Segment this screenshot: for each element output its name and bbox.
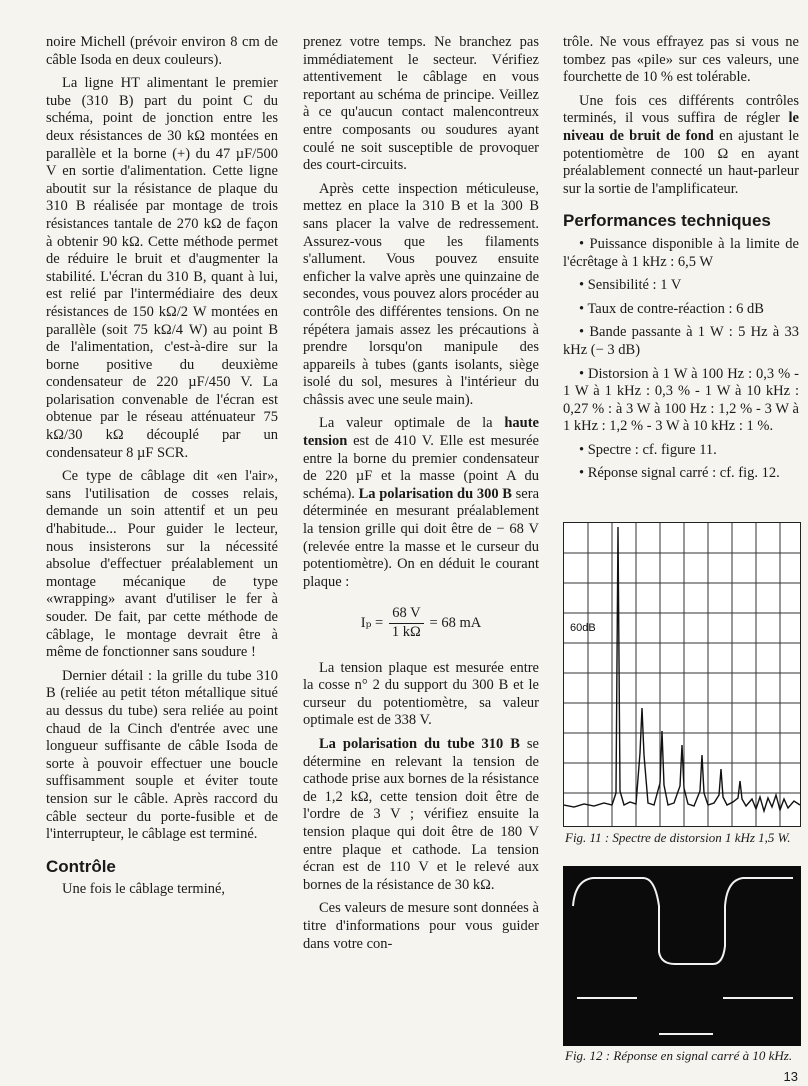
bold-term: le niveau de bruit de fond [563,110,799,144]
bold-term: haute tension [303,415,539,450]
bold-term: La polarisation du tube 310 B [319,735,520,752]
text-run: est de 410 V. Elle est mesurée entre la borne du premier condensateur de 220 µF et la masse (point A du schéma). [303,433,539,502]
text-run: se détermine en relevant la tension de cathode prise aux bornes de la résistance de 1,2 kΩ, cette tension doit être de l'ordre de 3 V ; vérifiez ensuite la tension plaque qui doit être de 180 V entre plaque et cathode. La tension écran est de 110 V et le relevé aux bornes de la résistance de 30 kΩ. [303,735,539,893]
square-wave-plot [563,866,801,1046]
paragraph: La tension plaque est mesurée entre la cosse n° 2 du support du 300 B et le curseur du potentiomètre, sa valeur optimale est de 338 V. [303,659,539,729]
spec-item: • Bande passante à 1 W : 5 Hz à 33 kHz (− 3 dB) [563,324,799,358]
paragraph [563,93,799,199]
figure-distortion-spectrum [563,522,801,827]
paragraph: Dernier détail : la grille du tube 310 B (reliée au petit téton métallique situé au dessus du tube) sera reliée au point chaud de la Cinch d'entrée avec une longueur suffisante de câble Isoda de sorte à pouvoir effectuer une boucle suffisamment souple et éviter toute tension sur le câble. Après raccord du câble secteur du porte-fusible et de l'interrupteur, le câblage est terminé. [46,667,278,843]
paragraph [303,415,539,591]
spec-item: • Taux de contre-réaction : 6 dB [579,300,764,317]
column-2 [303,34,539,959]
column-1 [46,34,278,905]
paragraph: prenez votre temps. Ne branchez pas immédiatement le secteur. Vérifiez attentivement le câblage en vous reportant au schéma de principe. Veillez à ce qu'aucun contact malencontreux entre composants ou soudures ayant coulé ne soit susceptible de provoquer des court-circuits. [303,34,539,174]
paragraph: noire Michell (prévoir environ 8 cm de câble Isoda en deux couleurs). [46,34,278,68]
text-run: Une fois ces différents contrôles terminés, il vous suffira de régler [563,92,799,127]
figure-11-caption: Fig. 11 : Spectre de distorsion 1 kHz 1,5 W. [565,830,791,845]
spec-item: • Distorsion à 1 W à 100 Hz : 0,3 % - 1 W à 1 kHz : 0,3 % - 1 W à 10 kHz : 0,27 % : à 3 W à 100 Hz : 1,2 % - 3 W à 1 kHz : 1,2 % - 3 W à 10 kHz : 1 %. [563,365,799,435]
bold-term: La polarisation du 300 B [358,485,512,502]
figure-square-wave [563,866,801,1046]
paragraph: La ligne HT alimentant le premier tube (310 B) part du point C du schéma, point de jonction entre les deux résistances de 30 kΩ montées en parallèle et la borne (+) du 47 µF/500 V en sortie d'alimentation. Cette ligne aboutit sur la résistance de plaque du 310 B réalisée par montage de trois résistances tantale de 270 kΩ de façon à obtenir 90 kΩ. Cette méthode permet de réduire le bruit et d'augmenter la stabilité. L'écran du 310 B, quant à lui, est relié par l'intermédiaire des deux résistances de 150 kΩ/2 W montées en parallèle (soit 75 kΩ/4 W) au point B de l'alimentation, c'est-à-dire sur la borne positive du deuxième condensateur de 220 µF/450 V. La polarisation convenable de l'écran est obtenue par le réseau atténuateur 75 kΩ/30 kΩ découplé par un condensateur 8 µF SCR. [46,75,278,461]
formula-fraction [389,605,423,641]
paragraph: Ces valeurs de mesure sont données à titre d'informations pour vous guider dans votre con- [303,900,539,952]
text-run: La valeur optimale de la [319,415,505,432]
spec-item: • Réponse signal carré : cf. fig. 12. [579,465,780,482]
spectrum-plot [564,523,800,826]
page-number: 13 [783,1069,798,1084]
section-heading-performances: Performances techniques [563,211,771,231]
paragraph [303,736,539,894]
section-heading-controle: Contrôle [46,856,116,876]
spec-item: • Puissance disponible à la limite de l'écrêtage à 1 kHz : 6,5 W [563,235,799,270]
db-label: 60dB [570,622,596,634]
paragraph: trôle. Ne vous effrayez pas si vous ne tombez pas «pile» sur ces valeurs, une fourchette de 10 % est tolérable. [563,34,799,86]
spec-item: • Sensibilité : 1 V [579,277,682,294]
formula-numerator: 68 V [389,605,423,624]
column-3 [563,34,799,489]
paragraph: Ce type de câblage dit «en l'air», sans l'utilisation de cosses relais, demande un soin attentif et un peu d'habitude... Pour guider le lecteur, nous insisterons sur la nécessité absolue d'effectuer préalablement un montage mécanique de type «wrapping» avant d'utiliser le fer à souder. De fait, par cette méthode de câblage, le montage devrait être à même de fonctionner sans soudure ! [46,468,278,661]
formula-denominator: 1 kΩ [391,624,421,640]
text-run: en ajustant le potentiomètre de 100 Ω en ayant préalablement connecté un haut-parleur sur la sortie de l'amplificateur. [563,127,799,197]
paragraph: Après cette inspection méticuleuse, mettez en place la 310 B et la 300 B sans placer la valve de redressement. Assurez-vous que les filaments s'allument. Vous pouvez ensuite enficher la valve après une quinzaine de secondes, vous pouvez alors procéder au contrôle des différentes tensions. On ne répétera jamais assez les précautions à prendre lorsqu'on manipule des appareils à tubes (gants isolants, siège isolé du sol, mesures à l'intérieur du châssis avec une seule main). [303,180,539,408]
formula-plate-current [303,605,539,641]
spectrum-trace [564,527,800,811]
square-wave-trace [573,878,793,964]
figure-12-caption: Fig. 12 : Réponse en signal carré à 10 kHz. [565,1048,793,1063]
paragraph: Une fois le câblage terminé, [62,881,226,898]
formula-lhs: Iₚ = [360,614,384,631]
text-run: sera déterminée en mesurant préalablement la tension grille qui doit être de − 68 V (relevée entre la masse et le curseur du potentiomètre). On en déduit le courant plaque : [303,485,539,590]
formula-rhs: = 68 mA [429,614,482,631]
spec-item: • Spectre : cf. figure 11. [579,441,717,458]
